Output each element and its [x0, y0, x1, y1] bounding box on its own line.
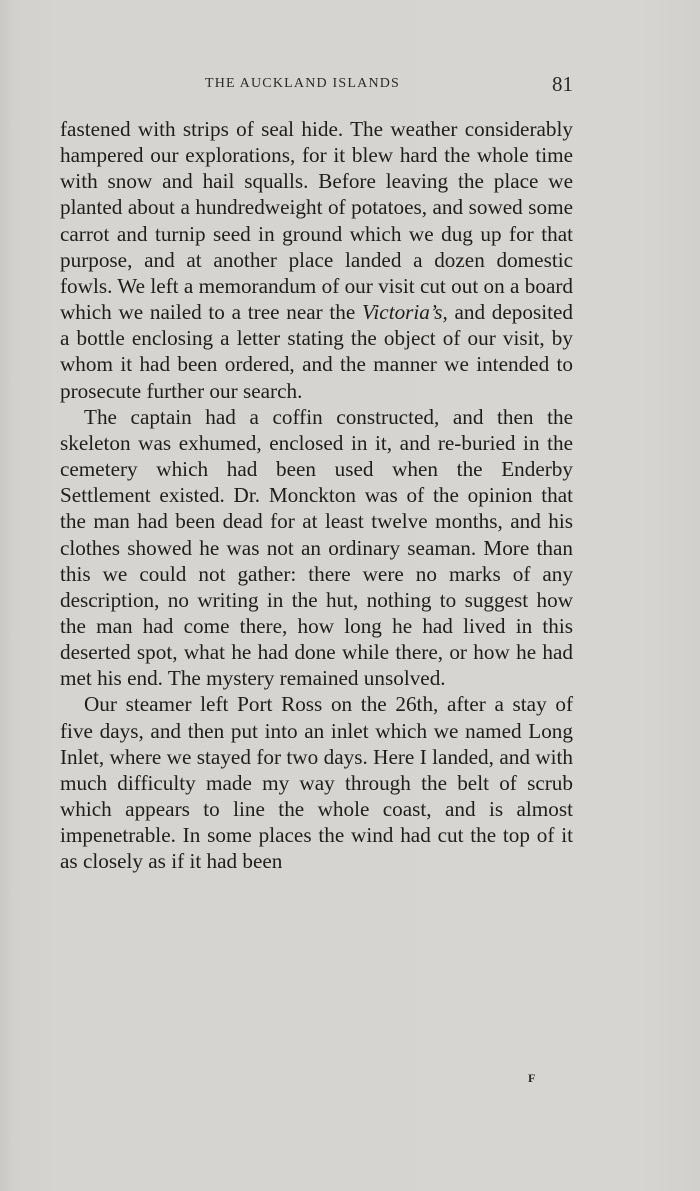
- paragraph-1: [60, 116, 573, 404]
- ship-name-italic: Victoria’s,: [362, 300, 448, 325]
- signature-mark: F: [528, 1071, 537, 1085]
- paragraph-3: Our steamer left Port Ross on the 26th, after a stay of five days, and then put into an inlet which we named Long Inlet, where we stayed for two days. Here I landed, and with much difficulty made my way through the belt of scrub which appears to line the whole coast, and is almost impenetrable. In some places the wind had cut the top of it as closely as if it had been: [60, 692, 573, 874]
- paragraph-2: The captain had a coffin constructed, and then the skeleton was exhumed, enclosed in it, and re-buried in the cemetery which had been used when the Enderby Settlement existed. Dr. Monckton was of the opinion that the man had been dead for at least twelve months, and his clothes showed he was not an ordinary seaman. More than this we could not gather: there were no marks of any description, no writing in the hut, nothing to suggest how the man had come there, how long he had lived in this deserted spot, what he had done while there, or how he had met his end. The mystery remained unsolved.: [60, 404, 573, 691]
- running-title: THE AUCKLAND ISLANDS: [204, 76, 401, 91]
- paragraph-1-text-a: fastened with strips of seal hide. The weather considerably hampered our explorations, for it blew hard the whole time with snow and hail squalls. Before leaving the place we planted about a hundredweight of potatoes, and sowed some carrot and turnip seed in ground which we dug up for that purpose, and at another place landed a dozen domestic fowls. We left a memorandum of our visit cut out on a board which we nailed to a tree near the: [60, 117, 573, 325]
- page-header: [60, 72, 573, 100]
- paragraph-1-text-b: and deposited a bottle enclosing a letter stating the object of our visit, by whom it had been ordered, and the manner we intended to prosecute further our search.: [60, 300, 574, 403]
- body-text: [60, 116, 573, 875]
- page-number: 81: [552, 72, 573, 96]
